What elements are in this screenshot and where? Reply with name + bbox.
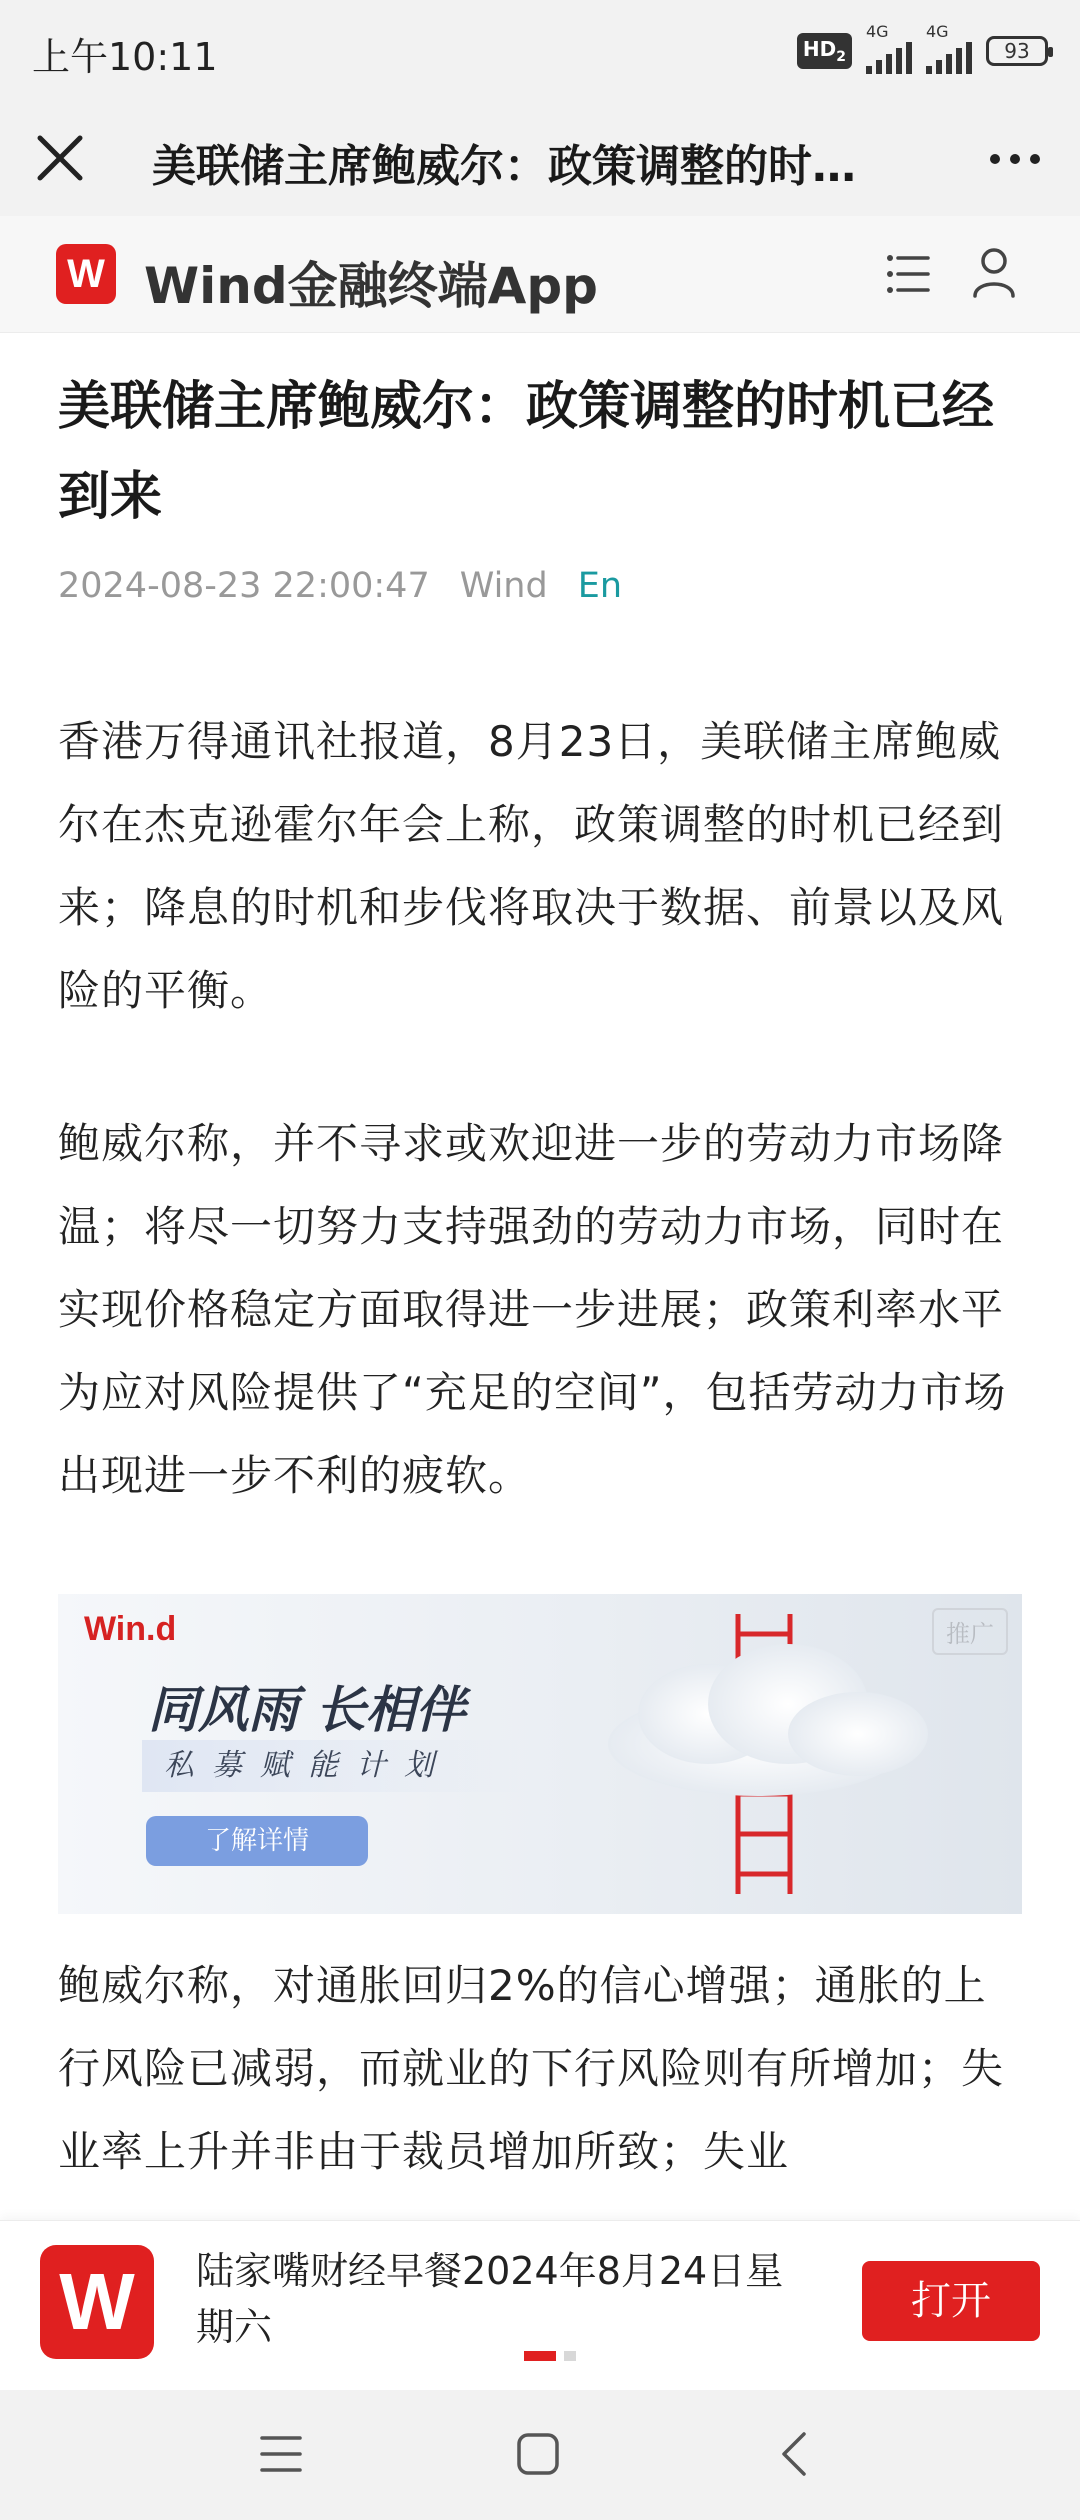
carousel-dot-active: [524, 2351, 556, 2361]
wind-app-icon: W: [40, 2245, 154, 2359]
app-header: [0, 216, 1080, 333]
article-paragraph: 鲍威尔称，对通胀回归2%的信心增强；通胀的上行风险已减弱，而就业的下行风险则有所增加；失业率上升并非由于裁员增加所致；失业: [58, 1961, 1005, 2176]
article-title: 美联储主席鲍威尔：政策调整的时机已经到来: [58, 377, 995, 527]
back-icon[interactable]: [776, 2430, 812, 2478]
signal-type-label: 4G: [926, 22, 949, 41]
open-app-banner[interactable]: [0, 2220, 1080, 2391]
open-app-button[interactable]: 打开: [862, 2261, 1040, 2341]
hd-sub: 2: [836, 49, 846, 65]
menu-icon[interactable]: [258, 2432, 304, 2476]
article-paragraph: 鲍威尔称，并不寻求或欢迎进一步的劳动力市场降温；将尽一切努力支持强劲的劳动力市场，同时在实现价格稳定方面取得进一步进展；政策利率水平为应对风险提供了“充足的空间”，包括劳动力市场出现进一步不利的疲软。: [58, 1119, 1007, 1500]
user-icon[interactable]: [970, 246, 1018, 298]
battery-level: 93: [1004, 39, 1030, 63]
wind-logo-icon: W: [56, 244, 116, 304]
signal-type-label: 4G: [866, 22, 889, 41]
more-options-icon[interactable]: [980, 134, 1050, 184]
home-icon[interactable]: [514, 2430, 562, 2478]
english-version-link[interactable]: En: [577, 566, 622, 606]
hd-voice-icon: [797, 33, 852, 69]
app-name: Wind金融终端App: [144, 257, 598, 315]
ad-tag: 推广: [932, 1608, 1008, 1655]
hd-label: HD: [802, 37, 837, 61]
status-bar: [0, 0, 1080, 100]
list-menu-icon[interactable]: [884, 250, 932, 298]
title-bar: [0, 100, 1080, 216]
ad-learn-more-button[interactable]: 了解详情: [146, 1816, 368, 1866]
ad-subline: 私募赋能计划: [142, 1740, 522, 1792]
cloud-ladder-illustration: [558, 1594, 1022, 1914]
signal-icon: [926, 22, 972, 74]
ad-brand-logo: Win.d: [84, 1610, 177, 1648]
close-icon[interactable]: [30, 128, 90, 188]
ad-headline: 同风雨 长相伴: [148, 1681, 466, 1739]
banner-headline[interactable]: 陆家嘴财经早餐2024年8月24日星期六: [196, 2249, 784, 2349]
status-time: 上午10:11: [32, 35, 218, 79]
signal-icon: [866, 22, 912, 74]
article-meta: [58, 566, 1022, 606]
ad-banner[interactable]: [58, 1594, 1022, 1914]
article-source: Wind: [459, 566, 548, 606]
status-icons: [797, 22, 1048, 74]
page-title: 美联储主席鲍威尔：政策调整的时…: [152, 141, 856, 192]
article: [58, 332, 1022, 1559]
carousel-indicator: [524, 2351, 576, 2361]
article-paragraph: 香港万得通讯社报道，8月23日，美联储主席鲍威尔在杰克逊霍尔年会上称，政策调整的时机已经到来；降息的时机和步伐将取决于数据、前景以及风险的平衡。: [58, 717, 1005, 1015]
system-nav-bar: [0, 2390, 1080, 2520]
carousel-dot: [564, 2351, 576, 2361]
article-datetime: 2024-08-23 22:00:47: [58, 566, 430, 606]
battery-icon: [986, 36, 1048, 66]
